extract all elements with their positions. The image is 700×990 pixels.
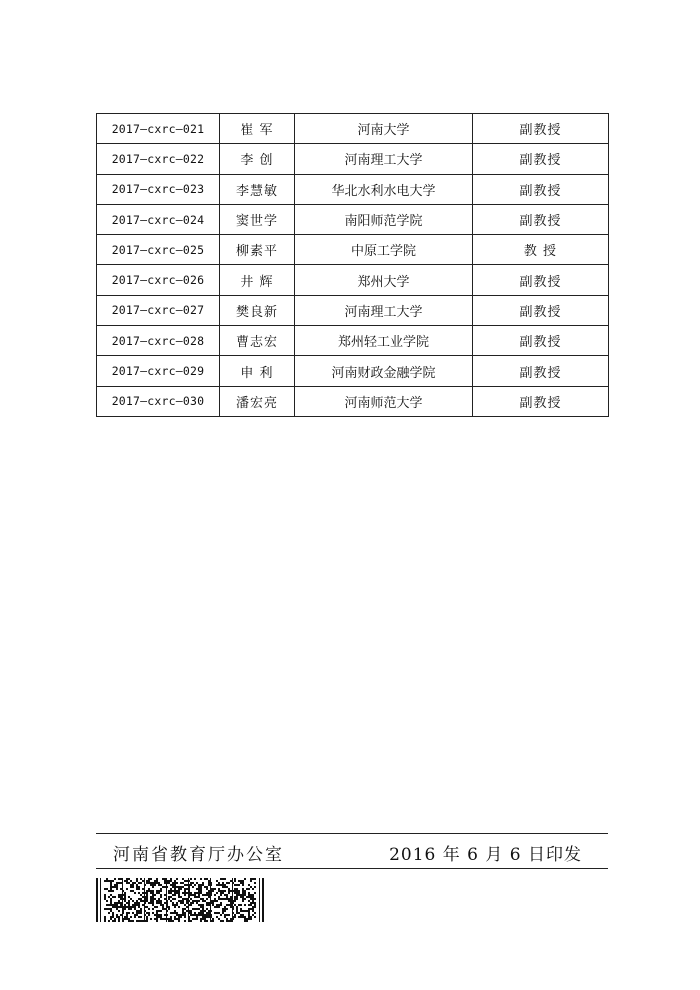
name-cell: 李 创: [220, 144, 295, 174]
title-cell: 副教授: [473, 114, 609, 144]
issuance-footer: [96, 833, 608, 869]
table-row: [97, 386, 609, 416]
name-cell: 井 辉: [220, 265, 295, 295]
title-cell: 副教授: [473, 174, 609, 204]
code-cell: 2017—cxrc—025: [97, 235, 220, 265]
unit-cell: 郑州轻工业学院: [295, 326, 473, 356]
unit-cell: 南阳师范学院: [295, 204, 473, 234]
code-cell: 2017—cxrc—021: [97, 114, 220, 144]
name-cell: 窦世学: [220, 204, 295, 234]
talent-roster-table: [96, 113, 609, 417]
table-row: [97, 356, 609, 386]
code-cell: 2017—cxrc—029: [97, 356, 220, 386]
table-row: [97, 144, 609, 174]
table-row: [97, 174, 609, 204]
code-cell: 2017—cxrc—022: [97, 144, 220, 174]
title-cell: 副教授: [473, 295, 609, 325]
title-cell: 副教授: [473, 144, 609, 174]
unit-cell: 河南财政金融学院: [295, 356, 473, 386]
name-cell: 曹志宏: [220, 326, 295, 356]
title-cell: 副教授: [473, 204, 609, 234]
table-row: [97, 204, 609, 234]
unit-cell: 中原工学院: [295, 235, 473, 265]
table-row: [97, 265, 609, 295]
name-cell: 李慧敏: [220, 174, 295, 204]
unit-cell: 河南理工大学: [295, 144, 473, 174]
issuing-office: 河南省教育厅办公室: [113, 845, 284, 865]
name-cell: 崔 军: [220, 114, 295, 144]
code-cell: 2017—cxrc—028: [97, 326, 220, 356]
unit-cell: 华北水利水电大学: [295, 174, 473, 204]
table-row: [97, 295, 609, 325]
unit-cell: 河南理工大学: [295, 295, 473, 325]
table-row: [97, 235, 609, 265]
name-cell: 潘宏亮: [220, 386, 295, 416]
document-barcode-graphic: [96, 878, 264, 922]
code-cell: 2017—cxrc—027: [97, 295, 220, 325]
code-cell: 2017—cxrc—023: [97, 174, 220, 204]
title-cell: 副教授: [473, 386, 609, 416]
title-cell: 副教授: [473, 265, 609, 295]
unit-cell: 郑州大学: [295, 265, 473, 295]
name-cell: 柳素平: [220, 235, 295, 265]
code-cell: 2017—cxrc—024: [97, 204, 220, 234]
code-cell: 2017—cxrc—026: [97, 265, 220, 295]
unit-cell: 河南师范大学: [295, 386, 473, 416]
table-row: [97, 114, 609, 144]
roster-body: [97, 114, 609, 417]
title-cell: 教 授: [473, 235, 609, 265]
unit-cell: 河南大学: [295, 114, 473, 144]
title-cell: 副教授: [473, 356, 609, 386]
table-row: [97, 326, 609, 356]
issue-date: 2016 年 6 月 6 日印发: [389, 845, 582, 865]
title-cell: 副教授: [473, 326, 609, 356]
name-cell: 申 利: [220, 356, 295, 386]
code-cell: 2017—cxrc—030: [97, 386, 220, 416]
name-cell: 樊良新: [220, 295, 295, 325]
